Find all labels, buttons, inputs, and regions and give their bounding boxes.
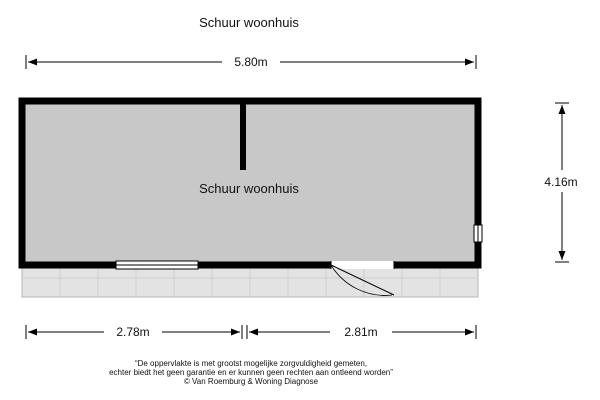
dimension-total-width: [26, 55, 476, 69]
plan-title: Schuur woonhuis: [199, 15, 299, 30]
dimension-label-bottom-right: 2.81m: [344, 325, 378, 339]
window-right: [474, 225, 482, 242]
terrace-strip: [22, 266, 478, 297]
disclaimer-line-1: “De oppervlakte is met grootst mogelijke zorgvuldigheid gemeten,: [134, 359, 368, 368]
dimension-label-bottom-left: 2.78m: [116, 325, 150, 339]
dimension-height: [544, 103, 577, 262]
disclaimer-line-2: echter biedt het geen garantie en er kunnen geen rechten aan ontleend worden”: [109, 368, 393, 377]
window-bottom: [116, 261, 198, 269]
disclaimer-copyright: © Van Roemburg & Woning Diagnose: [183, 377, 319, 386]
dimension-bottom-right: [247, 325, 476, 339]
dimension-label-total-width: 5.80m: [234, 55, 268, 69]
dimension-label-height: 4.16m: [544, 175, 578, 189]
room-label: Schuur woonhuis: [199, 181, 299, 196]
interior-wall: [240, 101, 246, 170]
dimension-bottom-left: [26, 325, 242, 339]
